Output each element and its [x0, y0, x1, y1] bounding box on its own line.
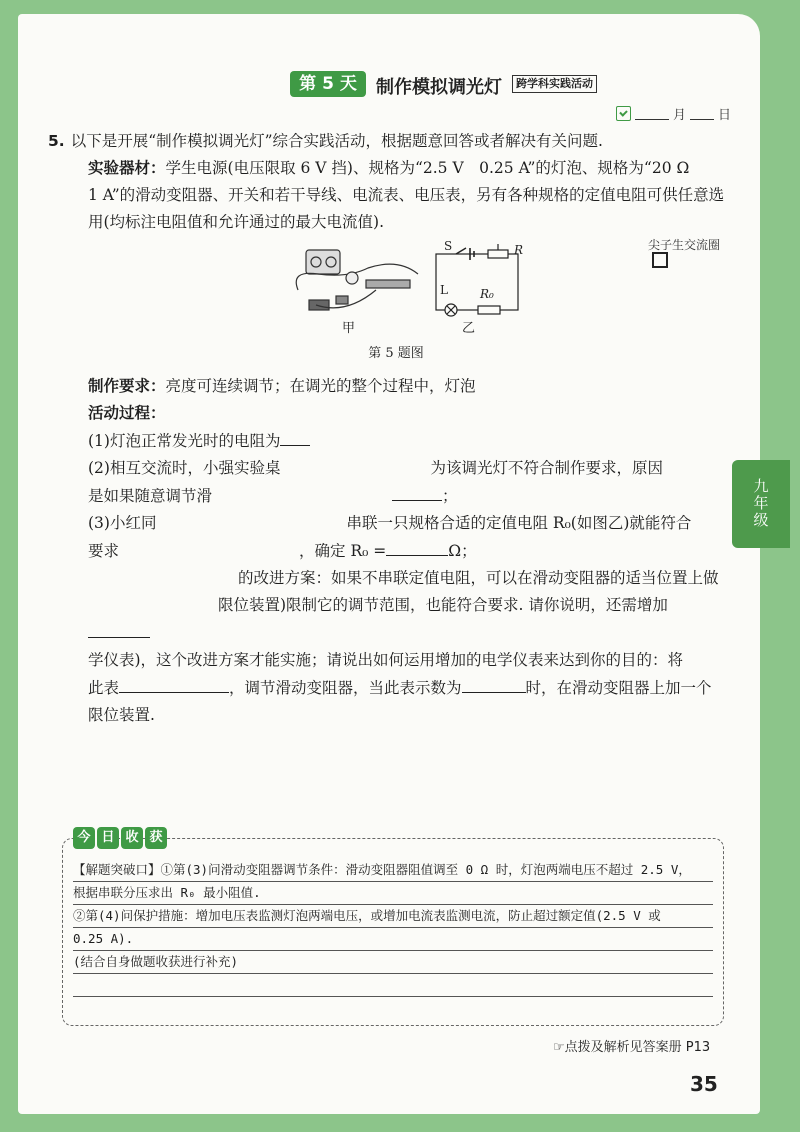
part2-text: (2)相互交流时，小强实验桌 — [88, 459, 281, 477]
side-tab-char: 年 — [753, 494, 769, 512]
part3-text: 要求 — [88, 542, 120, 560]
part3-text: Ω； — [448, 542, 477, 560]
answer-blank-5[interactable] — [119, 674, 229, 693]
part1-text: (1)灯泡正常发光时的电阻为 — [88, 432, 281, 450]
part3-text: ，确定 R₀ = — [299, 542, 387, 560]
side-tab-char: 级 — [753, 511, 769, 529]
summary-badge — [73, 827, 167, 849]
side-tab-char: 九 — [753, 477, 769, 495]
question-number: 5. — [48, 132, 65, 150]
equip-label: 实验器材： — [88, 159, 166, 177]
day-label: 日 — [718, 108, 732, 123]
part3-text: 串联一只规格合适的定值电阻 R₀(如图乙)就能符合 — [346, 514, 692, 532]
page-title: 制作模拟调光灯 — [376, 77, 502, 98]
question-block — [48, 128, 726, 729]
circuit-switch-label: S — [444, 240, 453, 253]
answer-reference: ☞点拨及解析见答案册 P13 — [553, 1040, 711, 1055]
summary-line: ②第(4)问保护措施：增加电压表监测灯泡两端电压，或增加电流表监测电流，防止超过额定值(2.5 V 或 — [73, 905, 713, 928]
circuit-lamp-label: L — [440, 283, 448, 297]
day-blank[interactable] — [690, 107, 714, 120]
day-badge: 第 5 天 — [290, 71, 366, 97]
page-number: 35 — [690, 1072, 718, 1096]
qr-code-icon[interactable] — [652, 252, 668, 268]
month-blank[interactable] — [635, 107, 669, 120]
req-label: 制作要求： — [88, 377, 166, 395]
part3-text: (3)小红同 — [88, 514, 157, 532]
badge-char: 今 — [73, 827, 95, 849]
subject-tag: 跨学科实践活动 — [512, 75, 597, 93]
grade-side-tab — [732, 460, 790, 548]
circuit-r0-label: R₀ — [480, 287, 494, 301]
circuit-figures — [66, 240, 726, 338]
part2-text: 为该调光灯不符合制作要求，原因 — [430, 459, 663, 477]
req-text: 亮度可连续调节；在调光的整个过程中，灯泡 — [165, 377, 476, 395]
date-line — [616, 104, 731, 123]
question-intro: 以下是开展“制作模拟调光灯”综合实践活动，根据题意回答或者解决有关问题. — [70, 132, 603, 150]
summary-line: 【解题突破口】①第(3)问滑动变阻器调节条件：滑动变阻器阻值调至 0 Ω 时，灯泡两端电压不超过 2.5 V， — [73, 859, 713, 882]
equip-text: 用(均标注电阻值和允许通过的最大电流值). — [88, 213, 385, 231]
part2-text: ； — [442, 487, 458, 505]
fig-b-label: 乙 — [462, 321, 476, 336]
answer-blank-3[interactable] — [386, 537, 448, 556]
calendar-check-icon — [616, 106, 631, 121]
equip-text: 学生电源(电压限取 6 V 挡)、规格为“2.5 V 0.25 A”的灯泡、规格为“20 Ω — [165, 159, 690, 177]
fig-a-label: 甲 — [342, 321, 356, 336]
figure-area — [66, 240, 726, 338]
answer-blank-4[interactable] — [88, 619, 150, 638]
summary-line: 0.25 A). — [73, 928, 713, 951]
circuit-r-label: R — [514, 243, 524, 257]
part4-text: 限位装置. — [88, 706, 155, 724]
part4-text: ，调节滑动变阻器，当此表示数为 — [229, 679, 462, 697]
apparatus-drawing — [296, 250, 418, 310]
process-label: 活动过程： — [88, 404, 166, 422]
badge-char: 获 — [145, 827, 167, 849]
summary-body — [73, 859, 713, 997]
qr-label: 尖子生交流圈 — [648, 238, 721, 252]
part2-text: 是如果随意调节滑 — [88, 487, 213, 505]
part4-text: 的改进方案：如果不串联定值电阻，可以在滑动变阻器的适当位置上做 — [238, 569, 719, 587]
part4-text: 学仪表)，这个改进方案才能实施；请说出如何运用增加的电学仪表来达到你的目的：将 — [88, 651, 684, 669]
circuit-diagram — [436, 244, 518, 316]
summary-line-blank[interactable] — [73, 974, 713, 997]
answer-blank-1[interactable] — [280, 427, 310, 446]
summary-box — [62, 830, 724, 1026]
month-label: 月 — [673, 108, 687, 123]
answer-blank-2[interactable] — [392, 482, 442, 501]
summary-line: 根据串联分压求出 R₀ 最小阻值. — [73, 882, 713, 905]
answer-blank-6[interactable] — [462, 674, 526, 693]
part4-text: 此表 — [88, 679, 120, 697]
part4-text: 限位装置)限制它的调节范围，也能符合要求. 请你说明，还需增加 — [218, 596, 668, 614]
badge-char: 日 — [97, 827, 119, 849]
part4-text: 时，在滑动变阻器上加一个 — [525, 679, 712, 697]
equip-text: 1 A”的滑动变阻器、开关和若干导线、电流表、电压表，另有各种规格的定值电阻可供任意选 — [88, 186, 725, 204]
summary-line: (结合自身做题收获进行补充) — [73, 951, 713, 974]
badge-char: 收 — [121, 827, 143, 849]
figure-caption: 第 5 题图 — [368, 346, 424, 361]
